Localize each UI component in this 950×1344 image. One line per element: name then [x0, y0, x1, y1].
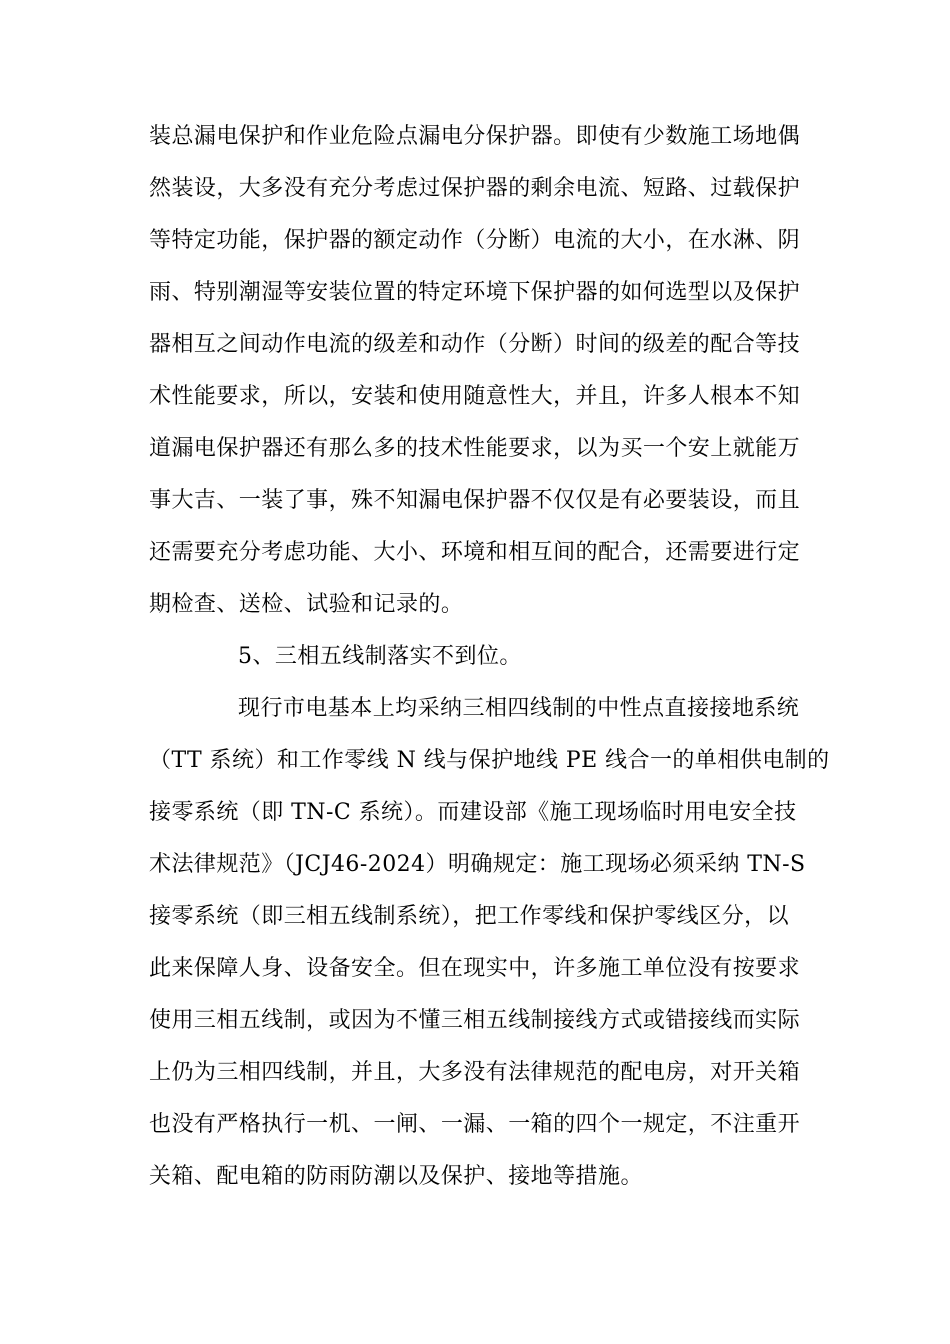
- paragraph-line: 等特定功能，保护器的额定动作（分断）电流的大小，在水淋、阴: [149, 228, 801, 253]
- paragraph-line: 接零系统（即 TN-C 系统）。而建设部《施工现场临时用电安全技: [149, 800, 797, 825]
- paragraph-line: 装总漏电保护和作业危险点漏电分保护器。即使有少数施工场地偶: [149, 124, 801, 149]
- section-heading: 5、三相五线制落实不到位。: [238, 644, 522, 669]
- paragraph-line: 道漏电保护器还有那么多的技术性能要求，以为买一个安上就能万: [149, 436, 801, 461]
- paragraph-line: 然装设，大多没有充分考虑过保护器的剩余电流、短路、过载保护: [149, 176, 801, 201]
- paragraph-line: 此来保障人身、设备安全。但在现实中，许多施工单位没有按要求: [149, 956, 801, 981]
- paragraph-line: 也没有严格执行一机、一闸、一漏、一箱的四个一规定，不注重开: [149, 1112, 801, 1137]
- paragraph-line: 期检查、送检、试验和记录的。: [149, 592, 464, 617]
- paragraph-line: 术法律规范》（JCJ46-2024）明确规定：施工现场必须采纳 TN-S: [149, 852, 806, 877]
- paragraph-line: 雨、特别潮湿等安装位置的特定环境下保护器的如何选型以及保护: [149, 280, 801, 305]
- paragraph-line: 器相互之间动作电流的级差和动作（分断）时间的级差的配合等技: [149, 332, 801, 357]
- paragraph-line: 关箱、配电箱的防雨防潮以及保护、接地等措施。: [149, 1164, 643, 1189]
- paragraph-line: 上仍为三相四线制，并且，大多没有法律规范的配电房，对开关箱: [149, 1060, 801, 1085]
- paragraph-line: 接零系统（即三相五线制系统），把工作零线和保护零线区分，以: [149, 904, 790, 929]
- paragraph-line: 术性能要求，所以，安装和使用随意性大，并且，许多人根本不知: [149, 384, 801, 409]
- paragraph-line: 使用三相五线制，或因为不懂三相五线制接线方式或错接线而实际: [149, 1008, 801, 1033]
- paragraph-line: 事大吉、一装了事，殊不知漏电保护器不仅仅是有必要装设，而且: [149, 488, 801, 513]
- paragraph-line: （TT 系统）和工作零线 N 线与保护地线 PE 线合一的单相供电制的: [149, 748, 830, 773]
- paragraph-line: 还需要充分考虑功能、大小、环境和相互间的配合，还需要进行定: [149, 540, 801, 565]
- paragraph-line: 现行市电基本上均采纳三相四线制的中性点直接接地系统: [238, 696, 800, 721]
